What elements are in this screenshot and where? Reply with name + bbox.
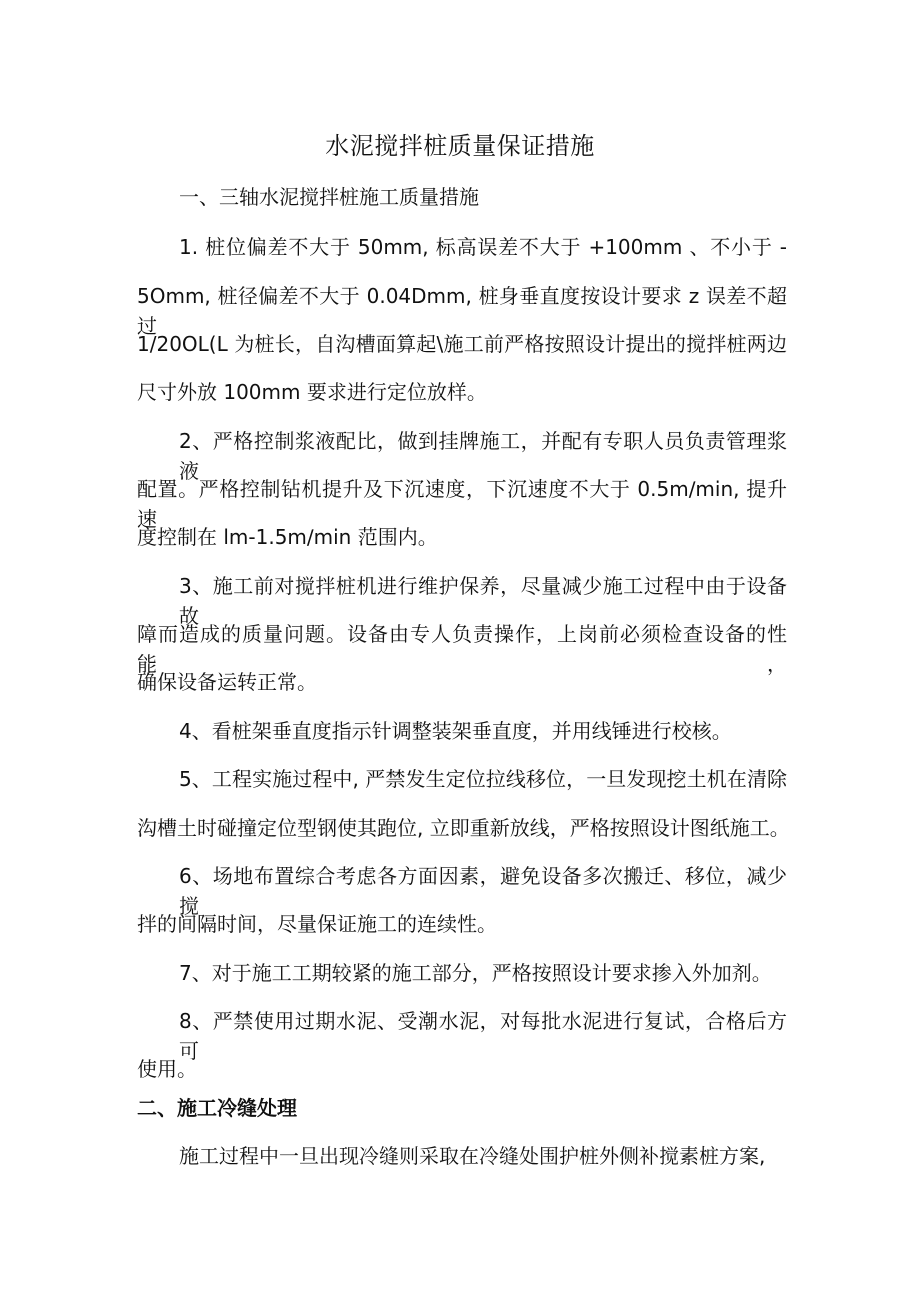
item4-line1: 4、看桩架垂直度指示针调整装架垂直度，并用线锤进行校核。 [179,719,732,743]
item3-line2: 障而造成的质量问题。设备由专人负责操作，上岗前必须检查设备的性能， [137,622,787,676]
item6-line1: 6、场地布置综合考虑各方面因素，避免设备多次搬迁、移位，减少搅 [179,864,787,918]
item3-line3: 确保设备运转正常。 [137,670,317,694]
item6-line2: 拌的间隔时间，尽量保证施工的连续性。 [137,912,497,936]
section2-para-line1: 施工过程中一旦出现冷缝则采取在冷缝处围护桩外侧补搅素桩方案, [179,1144,766,1168]
item3-line1: 3、施工前对搅拌桩机进行维护保养，尽量减少施工过程中由于设备故 [179,574,787,628]
item7-line1: 7、对于施工工期较紧的施工部分，严格按照设计要求掺入外加剂。 [179,961,772,985]
item5-line2: 沟槽土时碰撞定位型钢使其跑位, 立即重新放线，严格按照设计图纸施工。 [137,816,790,840]
item8-line2: 使用。 [137,1057,197,1081]
item2-line2: 配置。严格控制钻机提升及下沉速度，下沉速度不大于 0.5m∕min, 提升速 [137,477,787,531]
section2-heading: 二、施工冷缝处理 [137,1096,297,1120]
item1-line3: 1/20OL(L 为桩长，自沟槽面算起\施工前严格按照设计提出的搅拌桩两边 [137,332,787,356]
item2-line3: 度控制在 lm-1.5m∕min 范围内。 [137,525,438,549]
item8-line1: 8、严禁使用过期水泥、受潮水泥，对每批水泥进行复试，合格后方可 [179,1009,787,1063]
item2-line1: 2、严格控制浆液配比，做到挂牌施工，并配有专职人员负责管理浆液 [179,429,787,483]
item1-line4: 尺寸外放 100mm 要求进行定位放样。 [137,380,487,404]
section1-heading: 一、三轴水泥搅拌桩施工质量措施 [179,185,479,209]
item5-line1: 5、工程实施过程中, 严禁发生定位拉线移位，一旦发现挖土机在清除 [179,767,787,791]
document-title: 水泥搅拌桩质量保证措施 [325,132,595,160]
item1-line1: 1. 桩位偏差不大于 50mm, 标高误差不大于 +100mm 、不小于 - [179,235,787,259]
item1-line2: 5Omm, 桩径偏差不大于 0.04Dmm, 桩身垂直度按设计要求 z 误差不超过 [137,284,787,338]
